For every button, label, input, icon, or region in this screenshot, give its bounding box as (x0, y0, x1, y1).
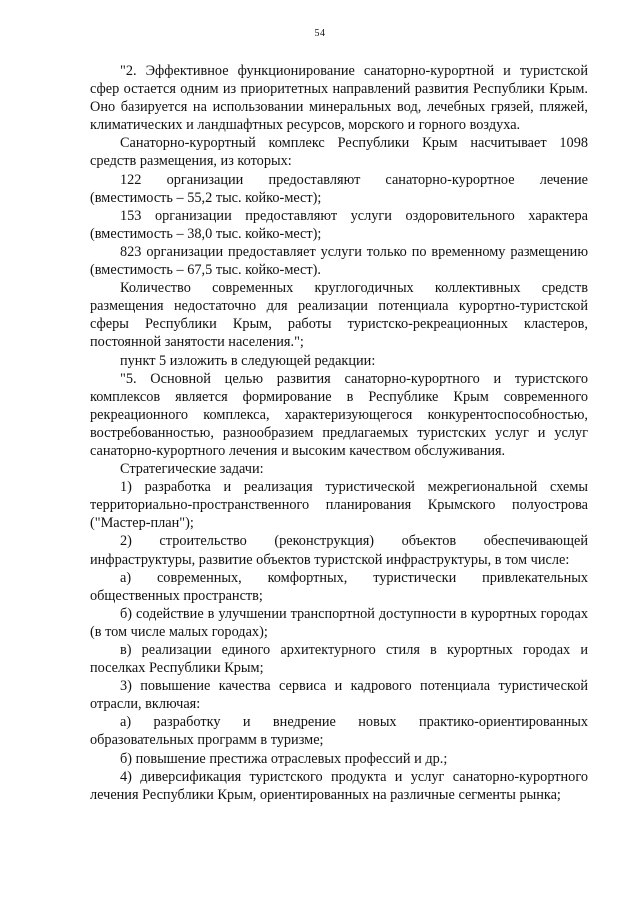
paragraph-task-4: 4) диверсификация туристского продукта и услуг санаторно-курортного лечения Республики Крым, ориентированных на различные сегменты рынка; (90, 768, 588, 803)
document-body (90, 62, 588, 804)
paragraph-main-goal: "5. Основной целью развития санаторно-курортного и туристского комплексов является формирование в Республике Крым современного рекреационного комплекса, характеризующегося конкурентоспособностью, востребованностью, разнообразием предлагаемых туристских услуг и услуг санаторно-курортного лечения и высоким качеством обслуживания. (90, 370, 588, 459)
paragraph-accommodation-count: Санаторно-курортный комплекс Республики Крым насчитывает 1098 средств размещения, из которых: (90, 135, 588, 170)
paragraph-task-2: 2) строительство (реконструкция) объектов обеспечивающей инфраструктуры, развитие объектов туристской инфраструктуры, в том числе: (90, 533, 588, 568)
page-number: 54 (314, 28, 326, 39)
paragraph-task-3: 3) повышение качества сервиса и кадрового потенциала туристической отрасли, включая: (90, 678, 588, 713)
paragraph-task-2c: в) реализации единого архитектурного стиля в курортных городах и поселках Республики Крым; (90, 642, 588, 677)
paragraph-insufficient-capacity: Количество современных круглогодичных коллективных средств размещения недостаточно для реализации потенциала курортно-туристской сферы Республики Крым, работы туристско-рекреационных кластеров, постоянной занятости населения."; (90, 280, 588, 351)
paragraph-task-2a: а) современных, комфортных, туристически привлекательных общественных пространств; (90, 569, 588, 604)
paragraph-task-3a: а) разработку и внедрение новых практико-ориентированных образовательных программ в туризме; (90, 714, 588, 749)
paragraph-strategic-tasks-heading: Стратегические задачи: (120, 461, 264, 478)
paragraph-task-1: 1) разработка и реализация туристической межрегиональной схемы территориально-пространственного планирования Крымского полуострова ("Мастер-план"); (90, 479, 588, 532)
paragraph-item-5-instruction: пункт 5 изложить в следующей редакции: (120, 352, 376, 369)
paragraph-task-2b: б) содействие в улучшении транспортной доступности в курортных городах (в том числе малых городах); (90, 605, 588, 640)
paragraph-122-organizations: 122 организации предоставляют санаторно-курортное лечение (вместимость – 55,2 тыс. койко-мест); (90, 171, 588, 206)
paragraph-task-3b: б) повышение престижа отраслевых профессий и др.; (120, 750, 448, 767)
paragraph-sanatorium-sphere: "2. Эффективное функционирование санаторно-курортной и туристской сфер остается одним из приоритетных направлений развития Республики Крым. Оно базируется на использовании минеральных вод, лечебных грязей, пляжей, климатических и ландшафтных ресурсов, морского и горного воздуха. (90, 63, 588, 134)
paragraph-823-organizations: 823 организации предоставляет услуги только по временному размещению (вместимость – 67,5 тыс. койко-мест). (90, 243, 588, 279)
paragraph-153-organizations: 153 организации предоставляют услуги оздоровительного характера (вместимость – 38,0 тыс. койко-мест); (90, 207, 588, 242)
